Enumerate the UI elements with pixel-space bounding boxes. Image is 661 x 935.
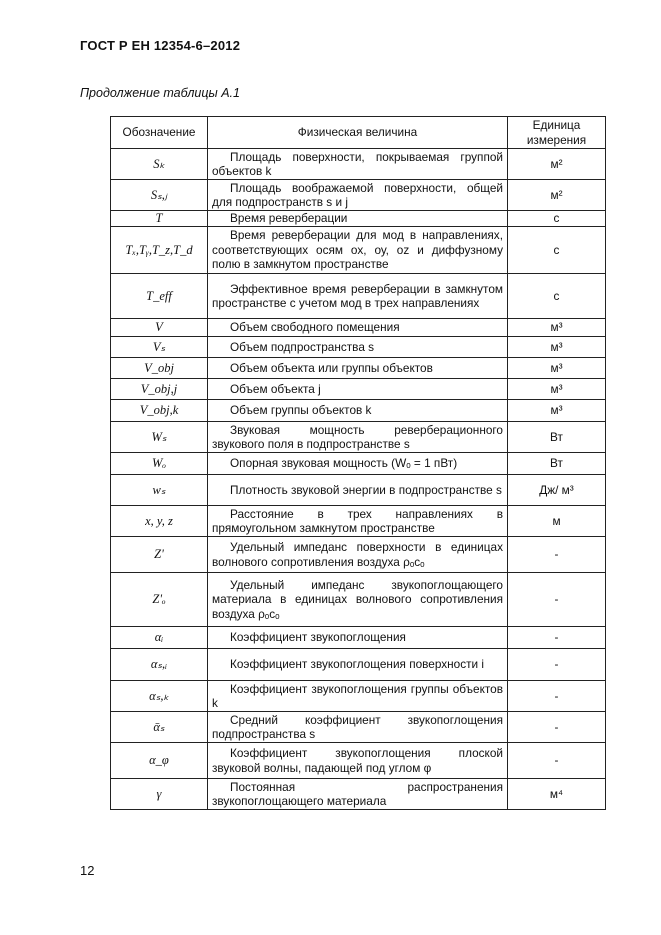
unit-cell: м² [508,149,606,180]
description-text: Расстояние в трех направлениях в прямоугольном замкнутом пространстве [212,506,503,535]
header-symbol: Обозначение [111,117,208,149]
symbol-cell: wₛ [111,475,208,506]
description-text: Плотность звуковой энергии в подпространстве s [230,482,502,497]
symbol-cell: x, y, z [111,506,208,537]
description-cell [208,537,508,573]
description-cell [208,211,508,227]
unit-cell: м⁴ [508,779,606,810]
description-text: Коэффициент звукопоглощения группы объектов k [212,681,503,710]
table-caption: Продолжение таблицы А.1 [80,86,240,100]
description-text: Коэффициент звукопоглощения плоской звуковой волны, падающей под углом φ [212,746,503,775]
unit-cell: - [508,573,606,627]
document-title: ГОСТ Р ЕН 12354-6–2012 [80,38,241,53]
symbols-table [110,116,606,810]
table-row [111,681,606,712]
table-row [111,274,606,319]
description-cell [208,506,508,537]
unit-cell: м³ [508,400,606,422]
description-text: Время реверберации для мод в направлениях, соответствующих осям ох, оу, оz и диффузному полю в замкнутом пространстве [212,228,503,272]
table-header-row [111,117,606,149]
symbol-cell: α_φ [111,743,208,779]
description-text: Постоянная распространения звукопоглощающего материала [212,779,503,808]
table-row [111,649,606,681]
symbol-cell: T [111,211,208,227]
table-row [111,537,606,573]
description-text: Объем объекта j [230,381,321,396]
unit-cell: с [508,227,606,274]
description-text: Эффективное время реверберации в замкнутом пространстве с учетом мод в трех направлениях [212,281,503,310]
table-row [111,180,606,211]
description-cell [208,400,508,422]
description-cell [208,475,508,506]
symbol-cell: V_obj,j [111,379,208,400]
table-row [111,227,606,274]
description-cell [208,337,508,358]
unit-cell: м [508,506,606,537]
unit-cell: - [508,537,606,573]
description-cell [208,627,508,649]
symbol-cell: V_obj,k [111,400,208,422]
symbol-cell: V [111,319,208,337]
description-text: Площадь поверхности, покрываемая группой объектов k [212,149,503,178]
symbol-cell: Z'ₒ [111,573,208,627]
description-cell [208,227,508,274]
description-cell [208,573,508,627]
description-text: Удельный импеданс звукопоглощающего материала в единицах волнового сопротивления воздуха ρₒcₒ [212,577,503,621]
description-cell [208,453,508,475]
description-text: Коэффициент звукопоглощения [230,630,406,645]
description-cell [208,358,508,379]
table-row [111,779,606,810]
description-cell [208,274,508,319]
description-cell [208,319,508,337]
unit-cell: м³ [508,337,606,358]
unit-cell: - [508,712,606,743]
description-text: Средний коэффициент звукопоглощения подпространства s [212,712,503,741]
description-text: Время реверберации [230,211,348,226]
table-row [111,319,606,337]
description-cell [208,743,508,779]
unit-cell: с [508,211,606,227]
table-row [111,453,606,475]
symbol-cell: Sₛ,ⱼ [111,180,208,211]
unit-cell: м³ [508,358,606,379]
description-text: Опорная звуковая мощность (Wₒ = 1 пВт) [230,456,458,471]
header-unit: Единица измерения [508,117,606,149]
description-text: Удельный импеданс поверхности в единицах волнового сопротивления воздуха ρₒcₒ [212,540,503,569]
symbol-cell: Wₛ [111,422,208,453]
unit-cell: м³ [508,379,606,400]
table-row [111,506,606,537]
symbol-cell: ᾱₛ [111,712,208,743]
table-row [111,573,606,627]
symbol-cell: Sₖ [111,149,208,180]
symbol-cell: αᵢ [111,627,208,649]
symbol-cell: Wₒ [111,453,208,475]
symbol-cell: γ [111,779,208,810]
description-cell [208,422,508,453]
symbol-cell: T_eff [111,274,208,319]
unit-cell: - [508,743,606,779]
unit-cell: Вт [508,453,606,475]
header-quantity: Физическая величина [208,117,508,149]
description-text: Объем подпространства s [230,339,375,354]
description-text: Коэффициент звукопоглощения поверхности i [230,657,485,672]
table-row [111,358,606,379]
description-text: Объем объекта или группы объектов [230,360,433,375]
description-text: Объем свободного помещения [230,320,400,335]
unit-cell: м³ [508,319,606,337]
symbol-cell: Tₓ,Tᵧ,T_z,T_d [111,227,208,274]
symbol-cell: αₛ,ᵢ [111,649,208,681]
unit-cell: Вт [508,422,606,453]
unit-cell: Дж/ м³ [508,475,606,506]
page-number: 12 [80,863,95,878]
table-row [111,743,606,779]
symbol-cell: Vₛ [111,337,208,358]
description-cell [208,681,508,712]
symbol-cell: αₛ,ₖ [111,681,208,712]
description-cell [208,712,508,743]
symbol-cell: Z' [111,537,208,573]
table-row [111,627,606,649]
description-text: Объем группы объектов k [230,403,372,418]
description-cell [208,149,508,180]
description-text: Площадь воображаемой поверхности, общей для подпространств s и j [212,180,503,209]
description-cell [208,779,508,810]
description-cell [208,649,508,681]
description-cell [208,379,508,400]
table-row [111,337,606,358]
description-cell [208,180,508,211]
unit-cell: с [508,274,606,319]
unit-cell: м² [508,180,606,211]
table-row [111,400,606,422]
unit-cell: - [508,649,606,681]
symbol-cell: V_obj [111,358,208,379]
description-text: Звуковая мощность реверберационного звукового поля в подпространстве s [212,422,503,451]
table-row [111,475,606,506]
table-row [111,422,606,453]
table-row [111,379,606,400]
table-row [111,149,606,180]
unit-cell: - [508,681,606,712]
table-row [111,211,606,227]
unit-cell: - [508,627,606,649]
table-row [111,712,606,743]
